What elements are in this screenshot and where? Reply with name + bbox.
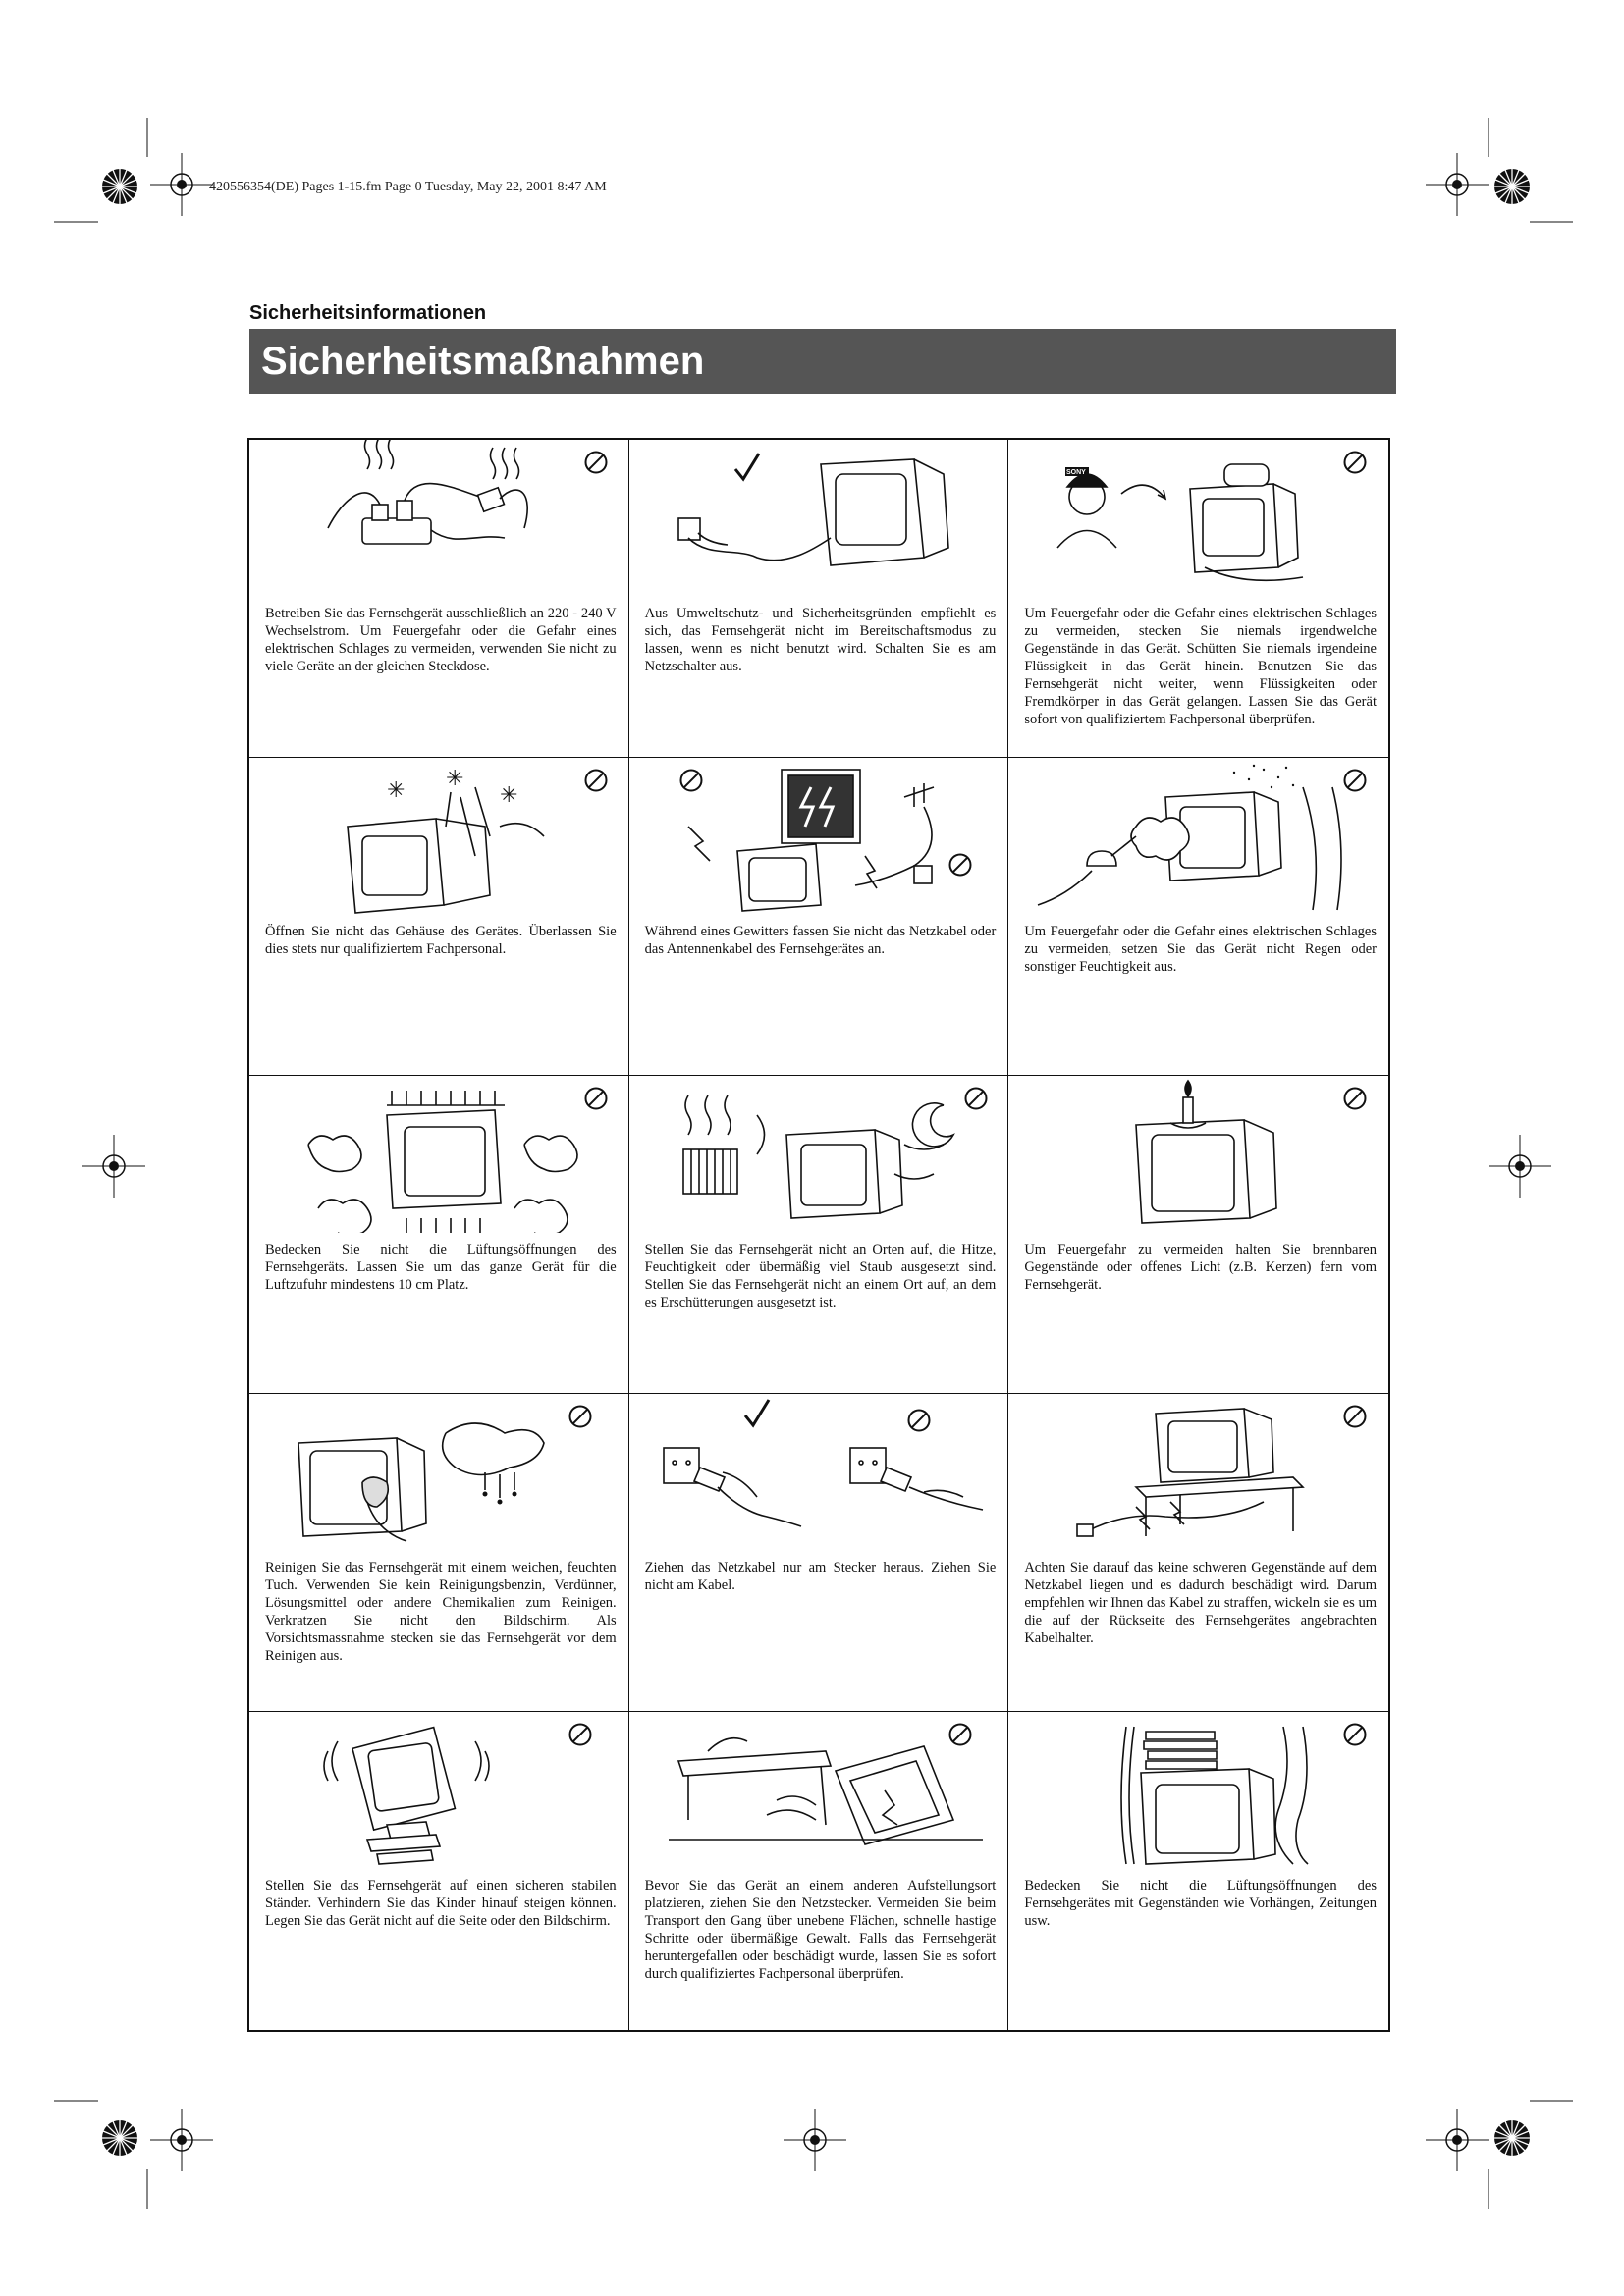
- prohibited-icon: [946, 850, 975, 880]
- panel-moisture: [1008, 758, 1388, 1076]
- section-label: Sicherheitsinformationen: [249, 302, 487, 324]
- ventilation-space-illustration: [249, 1076, 628, 1233]
- power-strip-illustration: [249, 440, 628, 597]
- prohibited-icon: [1340, 766, 1370, 795]
- prohibited-icon: [566, 1720, 595, 1749]
- candle-on-tv-illustration: [1008, 1076, 1387, 1233]
- prohibited-icon: [677, 766, 706, 795]
- prohibited-icon: [1340, 1084, 1370, 1113]
- panel-caption: Achten Sie darauf das keine schweren Gegenstände auf dem Netzkabel liegen und es dadurch beschädigt wird. Darum empfehlen wir Ihnen das Kabel zu straffen, wickeln sie es um die auf der Rückseite des Fernsehgerätes angebrachten Kabelhalter.: [1024, 1560, 1377, 1646]
- panel-caption: Reinigen Sie das Fernsehgerät mit einem weichen, feuchten Tuch. Verwenden Sie kein Reinigungsbenzin, Verdünner, Lösungsmittel oder andere Chemikalien zum Reinigen. Verkratzen Sie nicht den Bildschirm. Als Vorsichtsmassnahme stecken sie das Fernsehgerät vor dem Reinigen aus.: [265, 1560, 617, 1664]
- panel-caption: Stellen Sie das Fernsehgerät nicht an Orten auf, die Hitze, Feuchtigkeit oder übermäßig viel Staub ausgesetzt sind. Stellen Sie das Fernsehgerät nicht an einem Ort auf, an dem es Erschütterungen ausgesetzt ist.: [644, 1242, 997, 1310]
- panel-caption: Aus Umweltschutz- und Sicherheitsgründen empfiehlt es sich, das Fernsehgerät nicht im Bereitschaftsmodus zu lassen, wenn es nicht benutzt wird. Schalten Sie es am Netzschalter aus.: [644, 606, 997, 674]
- panel-caption: Um Feuergefahr oder die Gefahr eines elektrischen Schlages zu vermeiden, stecken Sie niemals irgendwelche Gegenstände in das Gerät. Schütten Sie niemals irgendeine Flüssigkeit in das Gerät hinein. Benutzen Sie das Fernsehgerät nicht weiter, wenn Flüssigkeiten oder Fremdkörper in das Gerät gelangen. Lassen Sie das Gerät sofort von qualifiziertem Fachpersonal überprüfen.: [1024, 606, 1377, 727]
- svg-text:✳: ✳: [446, 766, 464, 790]
- panel-caption: Bevor Sie das Gerät an einem anderen Aufstellungsort platzieren, ziehen Sie den Netzstecker. Vermeiden Sie beim Transport den Gang über unebene Flächen, schnelle hastige Schritte oder übermäßige Gewalt. Falls das Fernsehgerät heruntergefallen oder beschädigt wurde, lassen Sie es sofort durch qualifiziertes Fachpersonal überprüfen.: [644, 1878, 997, 1982]
- panel-caption: Öffnen Sie nicht das Gehäuse des Gerätes. Überlassen Sie dies stets nur qualifiziertem Fachpersonal.: [265, 924, 617, 957]
- brand-label: SONY: [1066, 469, 1087, 476]
- panel-location: [629, 1076, 1009, 1394]
- panel-unplugging: [629, 1394, 1009, 1712]
- prohibited-icon: [1340, 448, 1370, 477]
- svg-text:✳: ✳: [500, 782, 518, 807]
- prohibited-icon: [581, 766, 611, 795]
- panel-transport: [629, 1712, 1009, 2030]
- panel-caption: Während eines Gewitters fassen Sie nicht das Netzkabel oder das Antennenkabel des Fernsehgerätes an.: [644, 924, 997, 957]
- prohibited-icon: [566, 1402, 595, 1431]
- cord-under-stand-illustration: [1008, 1394, 1387, 1551]
- panel-stable-stand: [249, 1712, 629, 2030]
- covered-tv-illustration: [1008, 1712, 1387, 1869]
- prohibited-icon: [904, 1406, 934, 1435]
- prohibited-icon: [581, 448, 611, 477]
- panel-caption: Stellen Sie das Fernsehgerät auf einen sicheren stabilen Ständer. Verhindern Sie das Kinder hinauf steigen können. Legen Sie das Gerät nicht auf die Seite oder den Bildschirm.: [265, 1878, 617, 1929]
- panel-power-supply: [249, 440, 629, 758]
- prohibited-icon: [1340, 1720, 1370, 1749]
- title-bar: [249, 329, 1396, 394]
- panel-power-cord: [1008, 1394, 1388, 1712]
- panel-standby-mode: [629, 440, 1009, 758]
- panel-open-flame: [1008, 1076, 1388, 1394]
- safety-grid: [247, 438, 1390, 2032]
- page-title: Sicherheitsmaßnahmen: [261, 339, 705, 383]
- heat-humidity-illustration: [629, 1076, 1008, 1233]
- plug-pull-illustration: [629, 1394, 1008, 1551]
- prohibited-icon: [581, 1084, 611, 1113]
- panel-caption: Um Feuergefahr zu vermeiden halten Sie brennbaren Gegenstände oder offenes Licht (z.B. Kerzen) fern vom Fernsehgerät.: [1024, 1242, 1377, 1293]
- open-housing-illustration: [249, 758, 628, 915]
- panel-foreign-objects: [1008, 440, 1388, 758]
- panel-caption: Bedecken Sie nicht die Lüftungsöffnungen des Fernsehgerätes mit Gegenständen wie Vorhängen, Zeitungen usw.: [1024, 1878, 1377, 1929]
- panel-cleaning: [249, 1394, 629, 1712]
- panel-caption: Bedecken Sie nicht die Lüftungsöffnungen des Fernsehgeräts. Lassen Sie um das ganze Gerät für die Luftzufuhr mindestens 10 cm Platz.: [265, 1242, 617, 1293]
- tv-unplug-illustration: [629, 440, 1008, 597]
- prohibited-icon: [961, 1084, 991, 1113]
- liquid-spill-illustration: [1008, 440, 1387, 597]
- panel-caption: Um Feuergefahr oder die Gefahr eines elektrischen Schlages zu vermeiden, setzen Sie das Gerät nicht Regen oder sonstiger Feuchtigkeit aus.: [1024, 924, 1377, 975]
- prohibited-icon: [1340, 1402, 1370, 1431]
- panel-housing: [249, 758, 629, 1076]
- panel-caption: Ziehen das Netzkabel nur am Stecker heraus. Ziehen Sie nicht am Kabel.: [644, 1560, 997, 1593]
- panel-ventilation: [249, 1076, 629, 1394]
- file-header: 420556354(DE) Pages 1-15.fm Page 0 Tuesday, May 22, 2001 8:47 AM: [209, 180, 607, 194]
- rain-moisture-illustration: [1008, 758, 1387, 915]
- panel-thunderstorm: [629, 758, 1009, 1076]
- prohibited-icon: [946, 1720, 975, 1749]
- panel-caption: Betreiben Sie das Fernsehgerät ausschließlich an 220 - 240 V Wechselstrom. Um Feuergefahr oder die Gefahr eines elektrischen Schlages zu vermeiden, verwenden Sie nicht zu viele Geräte an der gleichen Steckdose.: [265, 606, 617, 674]
- panel-covering: [1008, 1712, 1388, 2030]
- svg-text:✳: ✳: [387, 777, 406, 802]
